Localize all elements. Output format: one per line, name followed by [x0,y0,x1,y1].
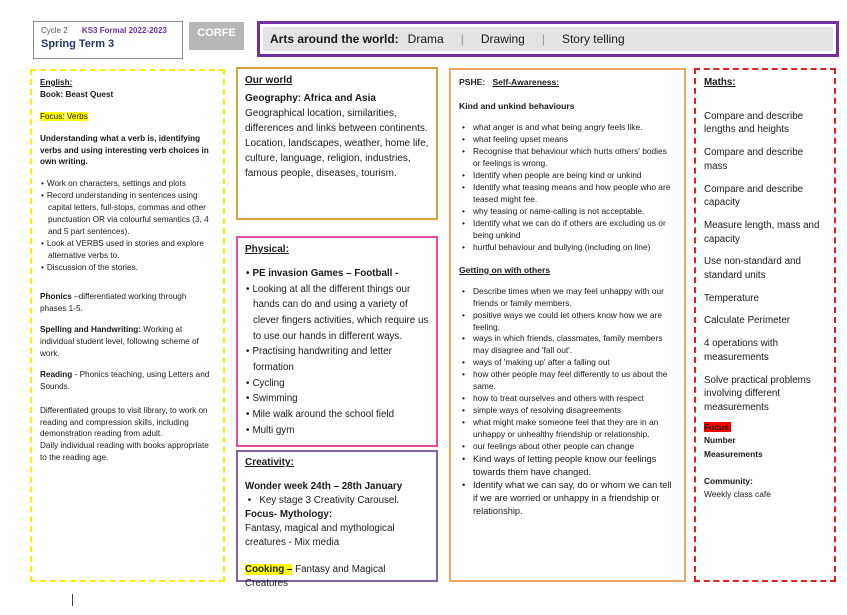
english-understanding: Understanding what a verb is, identifying verbs and using interesting verb choices in own writing. [40,133,209,167]
list-item: • Mile walk around the school field [245,407,429,423]
list-item: Measure length, mass and capacity [704,219,820,245]
list-item: • why teasing or name-calling is not acceptable. [459,206,676,218]
list-item: • positive ways we could let others know how we are feeling. [459,310,676,334]
list-item: • Identify when people are being kind or unkind [459,170,676,182]
maths-focus-label: Focus: [704,421,732,432]
maths-focus [704,421,826,502]
english-book: Book: Beast Quest [40,89,114,99]
arts-title: Arts around the world: [270,32,399,46]
term-title: Spring Term 3 [41,38,115,50]
list-item: • Multi gym [245,423,429,439]
cycle-label: Cycle 2 [41,26,68,35]
reading-label: Reading [40,369,73,379]
reading-text: - Phonics teaching, using Letters and Sounds. [40,369,210,391]
list-item: • Discussion of the stories. [40,262,215,274]
list-item: • ways in which friends, classmates, family members may disagree and 'fall out'. [459,333,676,357]
list-item: • simple ways of resolving disagreements [459,405,676,417]
list-item: • Kind ways of letting people know our feelings towards them have changed. [459,453,676,479]
list-item: • Record understanding in sentences using capital letters, full-stops, commas and other punctuation OR via colourful semantics (3, 4 and 5 part sentences). [40,190,215,238]
pshe-panel [449,68,686,582]
physical-list [245,266,429,438]
cooking-text: Fantasy and Magical Creatures [245,563,386,589]
phonics-label: Phonics [40,292,72,302]
list-item: Compare and describe mass [704,147,804,172]
english-focus-label: Focus: [40,111,65,121]
community-text: Weekly class cafe [704,489,771,500]
list-item: • Work on characters, settings and plots [40,178,215,190]
arts-separator: | [460,32,464,46]
spelling-text: Working at individual student level, following scheme of work. [40,325,199,359]
list-item: • Practising handwriting and letter formation [245,344,429,375]
english-bullets [40,178,215,273]
list-item: Compare and describe capacity [704,183,804,209]
list-item: • Identify what we can do if others are excluding us or being unkind [459,218,676,242]
cycle-line [41,26,175,35]
pshe-topic: Self-Awareness: [492,77,560,87]
arts-separator: | [541,32,545,46]
english-phonics [40,291,215,315]
list-item: • Identify what teasing means and how people who are teased might fee. [459,182,676,206]
wonder-week: Wonder week 24th – 28th January [245,480,403,492]
english-focus [40,111,215,123]
list-item: • Swimming [245,391,429,407]
english-daily: Daily individual reading with books appropriate to the reading age. [40,441,209,463]
list-item: • what might make someone feel that they are in an unhappy or unhealthy friendship or relationship. [459,417,676,441]
cooking-label: Cooking – [245,563,293,575]
list-item: • our feelings about other people can change [459,441,676,453]
geography-text-2: Location, landscapes, weather, home life, culture, language, religion, industries, famous people, diseases, tourism. [245,138,429,179]
pshe-title [459,76,676,88]
list-item: • ways of 'making up' after a falling out [459,357,676,369]
list-item: • what anger is and what being angry feels like. [459,122,676,134]
list-item: • what feeling upset means [459,134,676,146]
list-item: • hurtful behaviour and bullying (including on line) [459,242,676,254]
list-item: Use non-standard and standard units [704,256,801,282]
pshe-sub-getting-on: Getting on with others [459,264,551,275]
list-item: • how to treat ourselves and others with respect [459,393,676,405]
english-spelling [40,324,215,360]
cooking-line [245,563,429,591]
maths-focus-measurements: Measurements [704,448,763,459]
physical-heading: Physical: [245,244,289,255]
mythology-focus: Focus- Mythology: [245,508,333,520]
english-panel [30,69,225,582]
list-item: • Cycling [245,376,429,392]
list-item: Compare and describe lengths and heights [704,110,804,136]
maths-focus-number: Number [704,435,736,446]
pshe-list-getting-on [459,286,676,518]
arts-item-drama: Drama [407,32,444,46]
list-item: 4 operations with measurements [704,338,779,363]
pshe-list-kind [459,122,676,253]
term-header [33,21,183,59]
list-item: Solve practical problems involving different measurements [704,374,811,413]
maths-panel [694,68,836,582]
carousel-text: Key stage 3 Creativity Carousel. [259,494,400,506]
list-item: • how other people may feel differently to us about the same. [459,369,676,393]
english-heading: English: [40,78,73,87]
pshe-sub-kind: Kind and unkind behaviours [459,101,575,112]
text-cursor [72,594,73,606]
formal-label: KS3 Formal 2022-2023 [81,26,167,35]
arts-banner [257,21,839,57]
english-reading [40,369,215,393]
pshe-label: PSHE: [459,77,486,87]
list-item: • Identify what we can say, do or whom we can tell if we are worried or unhappy in a friendship or relationship. [459,479,676,518]
english-groups: Differentiated groups to visit library, to work on reading and compression skills, including demonstration reading from adult. [40,405,208,439]
geography-label: Geography: Africa and Asia [245,93,376,104]
arts-item-story-telling: Story telling [561,32,625,46]
our-world-heading: Our world [245,75,293,86]
list-item: • Looking at all the different things our hands can do and using a variety of clever fingers activities, which require us to use our hands in different ways. [245,282,429,345]
physical-panel [236,236,438,447]
spelling-label: Spelling and Handwriting: [40,325,141,335]
list-item: • PE invasion Games – Football - [245,266,429,282]
class-name-badge: CORFE [189,22,244,50]
creativity-panel [236,450,438,589]
geography-text-1: Geographical location, similarities, differences and links between continents. [245,108,428,134]
carousel-item: • Key stage 3 Creativity Carousel. [245,494,400,506]
community-label: Community: [704,475,753,486]
creativity-heading: Creativity: [245,457,294,468]
list-item: • Describe times when we may feel unhappy with our friends or family members. [459,286,676,310]
fantasy-text: Fantasy, magical and mythological creatures - Mix media [245,523,395,549]
our-world-panel [236,67,438,220]
arts-item-drawing: Drawing [480,32,525,46]
english-focus-value: Verbs [66,111,88,121]
maths-heading: Maths: [704,77,736,88]
phonics-text: –differentiated working through phases 1-5. [40,292,187,314]
list-item: Temperature [704,292,759,304]
list-item: Calculate Perimeter [704,315,791,327]
list-item: • Look at VERBS used in stories and explore alternative verbs to. [40,238,215,262]
arts-banner-inner [263,27,833,51]
list-item: • Recognise that behaviour which hurts others' bodies or feelings is wrong. [459,146,676,170]
